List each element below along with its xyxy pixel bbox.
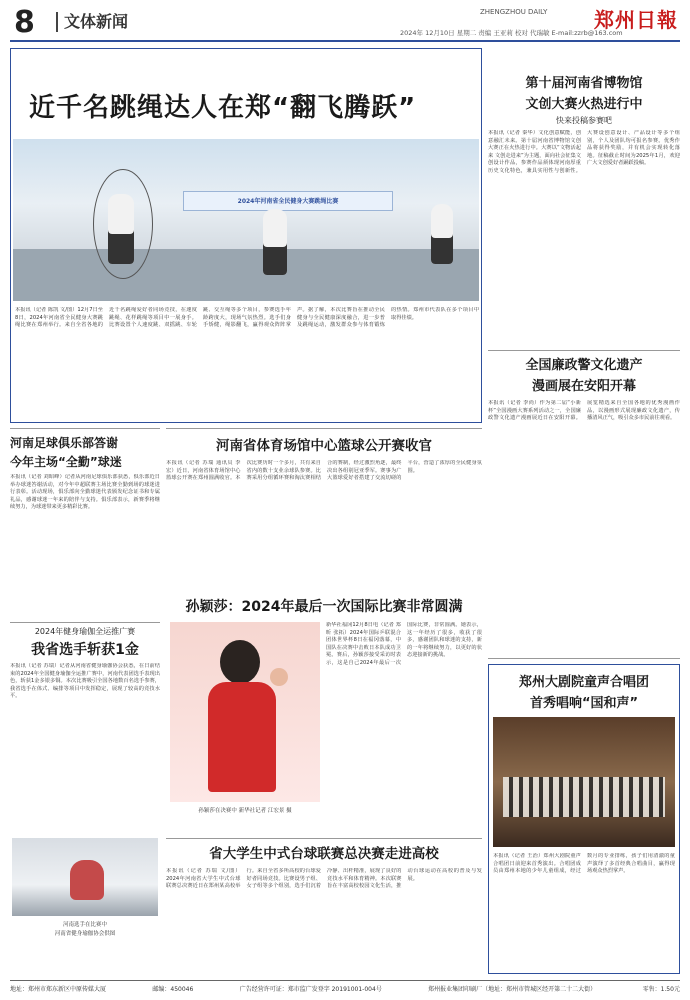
lead-title: 近千名跳绳达人在郑“翻飞腾跃” [29,93,417,123]
football-title-1: 河南足球俱乐部答谢 [10,436,119,450]
museum-body: 本报讯（记者 秦华）文化创意赋能，创意融汇未来。第十届河南省博物馆文创大赛正在火热进行中。大赛以“文物活起来 文创走进来”为主题，面向社会征集文创设计作品，参赛作品须体现河南厚重历史文化特色，兼具实用性与创新性。大赛设创意设计、产品设计等多个组别，个人及团队均可报名参赛。优秀作品将获得奖励，并有机会实现转化落地。征稿截止时间为2025年1月，欢迎广大文创爱好者踊跃投稿。 [488,130,680,174]
choir-title-2: 首秀唱响“国和声” [529,696,639,711]
footer-price: 零售：1.50元 [642,986,680,993]
yoga-credit: 河南省健身瑜伽协会供图 [54,931,116,937]
divider [10,428,160,429]
basketball-story [166,434,482,594]
banner-text: 2024年河南省全民健身大赛跳绳比赛 [237,198,339,205]
rope-arc [93,169,153,279]
date-line: 2024年 12月10日 星期二 责编 王亚莉 校对 代瑞敏 E-mail:zzrb@163.com [400,29,623,37]
sun-caption [170,806,320,814]
divider [166,838,482,839]
sun-body: 新华社福冈12月8日电（记者 郑昕 张拓）2024年国际乒联混合团体世界杯8日在福冈落幕，中国队在决赛中击败日本队成功卫冕。赛后，孙颖莎接受采访时表示，这是自己2024年最后一次国际比赛，非常圆满。她表示，这一年经历了很多，收获了很多，感谢团队和球迷的支持，新的一年将继续努力，以更好的状态迎接新的挑战。 [326,622,482,666]
footer-postal: 邮编：450046 [152,986,194,993]
basketball-body: 本报讯（记者 苏瑞 通讯员 李宏）近日，河南省体育场馆中心篮球公开赛在郑州圆满收官。本次比赛历时一个多月，共有来自省内的数十支业余球队参赛。比赛采用分组循环赛和淘汰赛相结合的赛制，经过激烈角逐，最终决出各组别冠亚季军。赛事为广大篮球爱好者搭建了交流切磋的平台，营造了浓厚的全民健身氛围。 [166,460,482,482]
billiards-body: 本报讯（记者 苏瑞 文/图）2024年河南省大学生中式台球联赛总决赛近日在郑州某高校举行。来自全省多所高校的台球爱好者同场竞技。比赛设男子组、女子组等多个组别，选手们沉着冷静、出杆精准，展现了良好的竞技水平和体育精神。本次联赛旨在丰富高校校园文化生活，推动台球运动在高校的普及与发展。 [166,868,482,890]
section-title: 文体新闻 [56,12,128,32]
sun-credit: 新华社记者 江宏景 摄 [238,808,292,814]
divider [10,622,160,623]
lead-body: 本报讯（记者 陈凯 文/图）12月7日至8日，2024年河南省全民健身大赛跳绳比赛在郑州举行。来自全省各地的近千名跳绳爱好者同场竞技，在速度跳绳、花样跳绳等项目中一展身手。比赛设置个人速度跳、双摇跳、车轮跳、交互绳等多个项目，参赛选手年龄跨度大，现场气氛热烈。选手们身手矫健，绳影翻飞，赢得观众阵阵掌声。据了解，本次比赛旨在推动全民健身与全民健康深度融合，进一步普及跳绳运动，激发群众参与体育锻炼的热情。郑州市代表队在多个项目中取得佳绩。 [15,307,479,329]
choir-story [488,664,680,974]
yoga-photo [12,838,158,916]
lead-photo [13,139,479,301]
floor [13,249,479,301]
footer-ad-license: 广告经营许可证：郑市监广发登字 20191001-004号 [239,986,382,993]
yoga-caption: 河南选手在比赛中 [62,922,107,928]
divider [166,428,482,429]
sun-photo [170,622,320,802]
football-title-2: 今年主场“全勤”球迷 [10,455,122,469]
billiards-title: 省大学生中式台球联赛总决赛走进高校 [209,846,439,862]
divider [488,350,680,351]
choir-stage [503,777,665,817]
billiards-story [166,842,482,976]
page-number: 8 [14,5,35,40]
footer-printer: 郑州报业集团印刷厂（地址：郑州市管城区经开第二十二大街） [428,986,597,993]
comic-title-2: 漫画展在安阳开幕 [531,379,636,394]
jumper-center [263,209,287,275]
museum-title-2: 文创大赛火热进行中 [525,97,643,112]
choir-title-1: 郑州大剧院童声合唱团 [518,675,649,690]
footer-address: 地址：郑州市郑东新区中原传媒大厦 [10,986,107,993]
football-body: 本报讯（记者 刘昭峰）记者从河南足球俱乐部获悉，俱乐部近日举办球迷答谢活动，对今年中超联赛主场比赛全勤到场的球迷进行表彰。活动现场，俱乐部向全勤球迷代表颁发纪念证书和专属礼品，感谢球迷一年来的陪伴与支持。俱乐部表示，新赛季将继续努力，为球迷带来更多精彩比赛。 [10,474,160,511]
sun-title: 孙颖莎：2024年最后一次国际比赛非常圆满 [185,599,463,615]
yoga-title-2: 我省选手斩获1金 [31,642,139,658]
sun-story [166,596,482,836]
paper-logo: 郑州日報 [594,8,678,32]
player-body [208,682,276,792]
yoga-story [10,626,160,836]
sun-caption-text: 孙颖莎在决赛中 [198,808,237,814]
football-story [10,434,160,619]
divider [488,658,680,659]
yoga-body: 本报讯（记者 苏瑞）记者从河南省健身瑜伽协会获悉，在日前结束的2024年全国健身瑜伽全运推广赛中，河南代表团选手表现出色，斩获1金多银多铜。本次比赛吸引全国各地数百名选手参赛，我省选手在体式、编排等项目中发挥稳定，展现了较高的竞技水平。 [10,663,160,700]
header-rule [10,40,680,42]
choir-photo [493,717,675,847]
lead-story [10,48,482,423]
basketball-title: 河南省体育场馆中心篮球公开赛收官 [216,438,432,454]
museum-subtitle: 快来投稿参赛吧 [556,116,612,125]
comic-body: 本报讯（记者 李尚）作为第二届“小新杯”全国漫画大赛系列活动之一，全国廉政警文化遗产漫画展近日在安阳开幕。展览精选来自全国各地的优秀漫画作品，以漫画形式展现廉政文化遗产，传播清风正气，吸引众多市民前往观看。 [488,400,680,422]
comic-story [488,354,680,654]
footer [10,980,680,993]
museum-story [488,72,680,347]
yoga-figure [70,860,104,900]
player-head [220,640,260,684]
player-fist [270,668,288,686]
choir-body: 本报讯（记者 王治）郑州大剧院童声合唱团日前迎来首秀演出。合唱团成员由郑州本地的少年儿童组成，经过数月的专业排练，孩子们用清澈的童声演绎了多首经典合唱曲目，赢得现场观众热烈掌声。 [493,853,675,875]
museum-title-1: 第十届河南省博物馆 [525,76,643,91]
paper-en-name: ZHENGZHOU DAILY [480,8,548,16]
event-banner [183,191,393,211]
comic-title-1: 全国廉政警文化遗产 [525,358,643,373]
yoga-title-1: 2024年健身瑜伽全运推广赛 [34,627,136,636]
jumper-right [431,204,453,264]
